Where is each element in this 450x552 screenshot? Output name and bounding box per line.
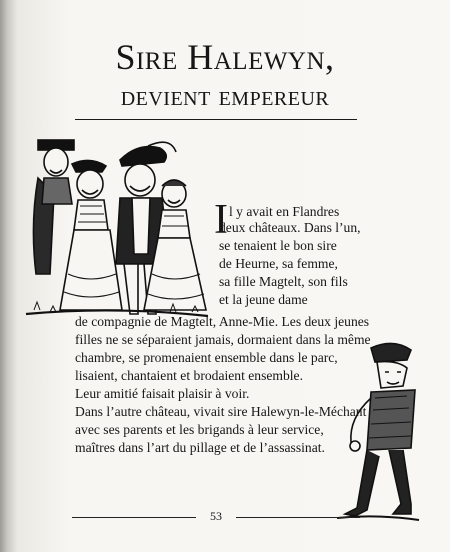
drop-cap: I [214, 197, 228, 243]
book-spine-shadow [0, 0, 18, 552]
page-number: 53 [210, 509, 222, 523]
body-text-line: lisaient, chantaient et brodaient ensemble. [75, 368, 303, 383]
body-text-line: de Heurne, sa femme, [219, 256, 338, 271]
body-text-line: se tenaient le bon sire [219, 238, 337, 253]
footer-rule-right [236, 517, 360, 518]
body-text-line: avec ses parents et les brigands à leur service, [75, 422, 324, 437]
footer-rule-left [72, 517, 196, 518]
chapter-title-line-1: Sire Halewyn, [115, 37, 335, 77]
chapter-title-line-2: devient empereur [120, 80, 330, 112]
body-text-line: chambre, se promenaient ensemble dans le parc, [75, 350, 338, 365]
body-text-line: filles ne se séparaient jamais, dormaient dans la même [75, 332, 371, 347]
family-illustration [20, 134, 210, 324]
body-text-line: deux châteaux. Dans l’un, [219, 220, 361, 235]
body-text-line: Leur amitié faisait plaisir à voir. [75, 386, 250, 401]
body-text-line: l y avait en Flandres [229, 204, 340, 219]
body-text-line: maîtres dans l’art du pillage et de l’assassinat. [75, 440, 325, 455]
body-text-line: Dans l’autre château, vivait sire Halewyn-le-Méchant [75, 404, 367, 419]
title-underline [75, 119, 357, 120]
halewyn-illustration [327, 338, 427, 528]
body-text-line: et la jeune dame [219, 292, 308, 307]
body-text-line: de compagnie de Magtelt, Anne-Mie. Les deux jeunes [75, 314, 370, 329]
body-text-line: sa fille Magtelt, son fils [219, 274, 348, 289]
